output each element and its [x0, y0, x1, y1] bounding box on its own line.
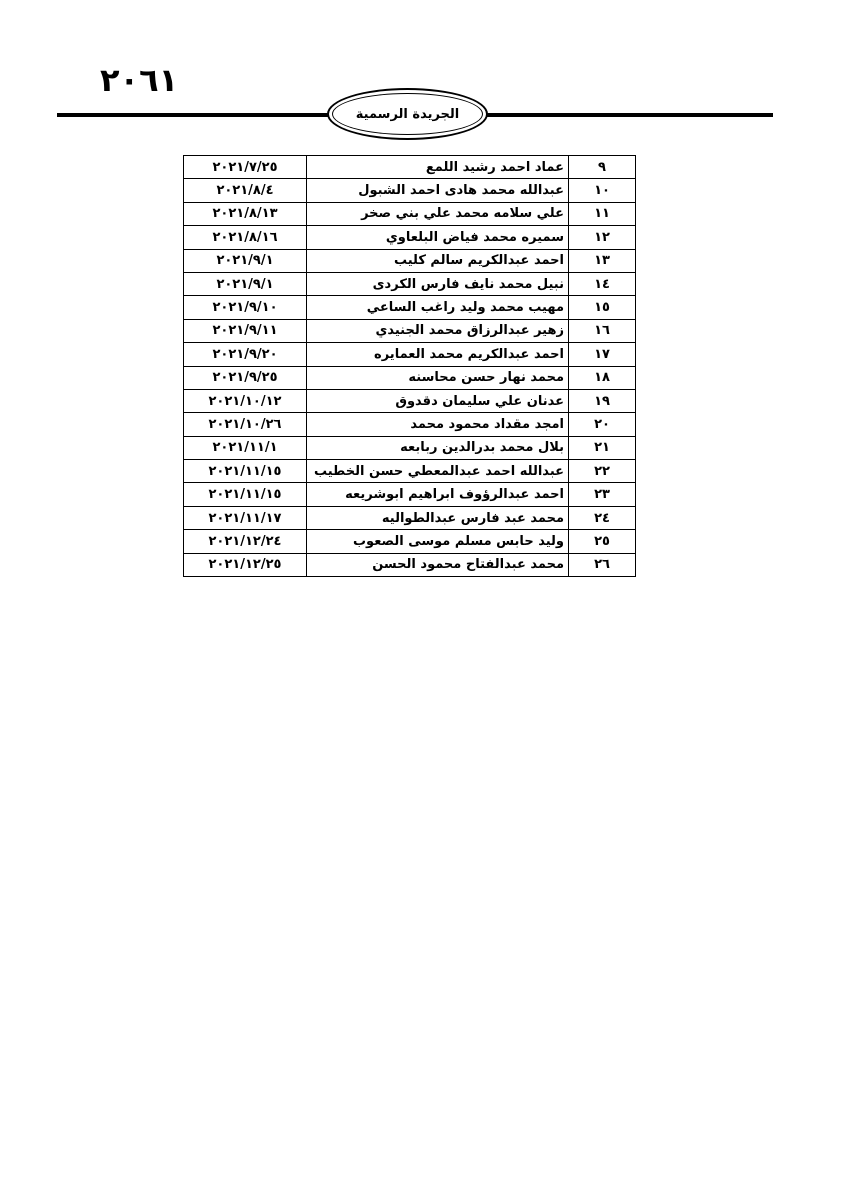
- row-name: احمد عبدالرؤوف ابراهيم ابوشريعه: [307, 483, 569, 506]
- table-row: [184, 460, 636, 483]
- row-name: محمد عبد فارس عبدالطواليه: [307, 506, 569, 529]
- row-name: زهير عبدالرزاق محمد الجنيدي: [307, 319, 569, 342]
- table-row: [184, 436, 636, 459]
- table-row: [184, 389, 636, 412]
- records-body: [184, 156, 636, 577]
- row-date: ٢٠٢١/١٢/٢٤: [184, 530, 307, 553]
- row-number: ٢٦: [569, 553, 636, 576]
- row-date: ٢٠٢١/٩/١١: [184, 319, 307, 342]
- row-date: ٢٠٢١/١١/١: [184, 436, 307, 459]
- row-name: محمد عبدالفتاح محمود الحسن: [307, 553, 569, 576]
- table-row: [184, 179, 636, 202]
- row-number: ١٣: [569, 249, 636, 272]
- row-date: ٢٠٢١/١٠/١٢: [184, 389, 307, 412]
- table-row: [184, 483, 636, 506]
- page-number: ٢٠٦١: [100, 61, 179, 99]
- row-date: ٢٠٢١/١٠/٢٦: [184, 413, 307, 436]
- row-name: عبدالله محمد هادى احمد الشبول: [307, 179, 569, 202]
- row-name: سميره محمد فياض البلعاوي: [307, 226, 569, 249]
- row-name: امجد مقداد محمود محمد: [307, 413, 569, 436]
- row-name: نبيل محمد نايف فارس الكردى: [307, 272, 569, 295]
- row-number: ٢٤: [569, 506, 636, 529]
- row-date: ٢٠٢١/٩/٢٥: [184, 366, 307, 389]
- table-row: [184, 553, 636, 576]
- row-number: ١١: [569, 202, 636, 225]
- row-number: ٢٠: [569, 413, 636, 436]
- row-date: ٢٠٢١/٧/٢٥: [184, 156, 307, 179]
- row-name: عماد احمد رشيد اللمع: [307, 156, 569, 179]
- row-number: ١٨: [569, 366, 636, 389]
- row-number: ٢٣: [569, 483, 636, 506]
- row-date: ٢٠٢١/١٢/٢٥: [184, 553, 307, 576]
- row-name: مهيب محمد وليد راغب الساعي: [307, 296, 569, 319]
- row-date: ٢٠٢١/٩/١٠: [184, 296, 307, 319]
- table-row: [184, 506, 636, 529]
- row-date: ٢٠٢١/١١/١٥: [184, 483, 307, 506]
- row-name: وليد حابس مسلم موسى الصعوب: [307, 530, 569, 553]
- table-row: [184, 366, 636, 389]
- row-number: ١٩: [569, 389, 636, 412]
- row-date: ٢٠٢١/٩/١: [184, 272, 307, 295]
- row-name: احمد عبدالكريم محمد العمايره: [307, 343, 569, 366]
- table-row: [184, 413, 636, 436]
- table-row: [184, 319, 636, 342]
- row-name: عبدالله احمد عبدالمعطي حسن الخطيب: [307, 460, 569, 483]
- row-date: ٢٠٢١/٩/١: [184, 249, 307, 272]
- table-row: [184, 249, 636, 272]
- row-number: ١٢: [569, 226, 636, 249]
- row-number: ٢١: [569, 436, 636, 459]
- row-name: احمد عبدالكريم سالم كليب: [307, 249, 569, 272]
- row-date: ٢٠٢١/٨/٤: [184, 179, 307, 202]
- table-row: [184, 202, 636, 225]
- header-title: الجريدة الرسمية: [355, 106, 460, 122]
- row-number: ٢٥: [569, 530, 636, 553]
- row-number: ١٠: [569, 179, 636, 202]
- row-number: ١٥: [569, 296, 636, 319]
- row-date: ٢٠٢١/١١/١٥: [184, 460, 307, 483]
- table-row: [184, 226, 636, 249]
- row-date: ٢٠٢١/٩/٢٠: [184, 343, 307, 366]
- header-oval: [327, 88, 488, 140]
- records-table: [183, 155, 636, 577]
- table-row: [184, 272, 636, 295]
- row-number: ٩: [569, 156, 636, 179]
- row-name: عدنان علي سليمان دقدوق: [307, 389, 569, 412]
- row-number: ١٧: [569, 343, 636, 366]
- row-number: ١٤: [569, 272, 636, 295]
- row-number: ١٦: [569, 319, 636, 342]
- table-row: [184, 530, 636, 553]
- row-date: ٢٠٢١/١١/١٧: [184, 506, 307, 529]
- table-row: [184, 343, 636, 366]
- row-name: محمد نهار حسن محاسنه: [307, 366, 569, 389]
- row-name: بلال محمد بدرالدين ربابعه: [307, 436, 569, 459]
- row-name: علي سلامه محمد علي بني صخر: [307, 202, 569, 225]
- row-date: ٢٠٢١/٨/١٦: [184, 226, 307, 249]
- table-row: [184, 296, 636, 319]
- row-number: ٢٢: [569, 460, 636, 483]
- table-row: [184, 156, 636, 179]
- row-date: ٢٠٢١/٨/١٣: [184, 202, 307, 225]
